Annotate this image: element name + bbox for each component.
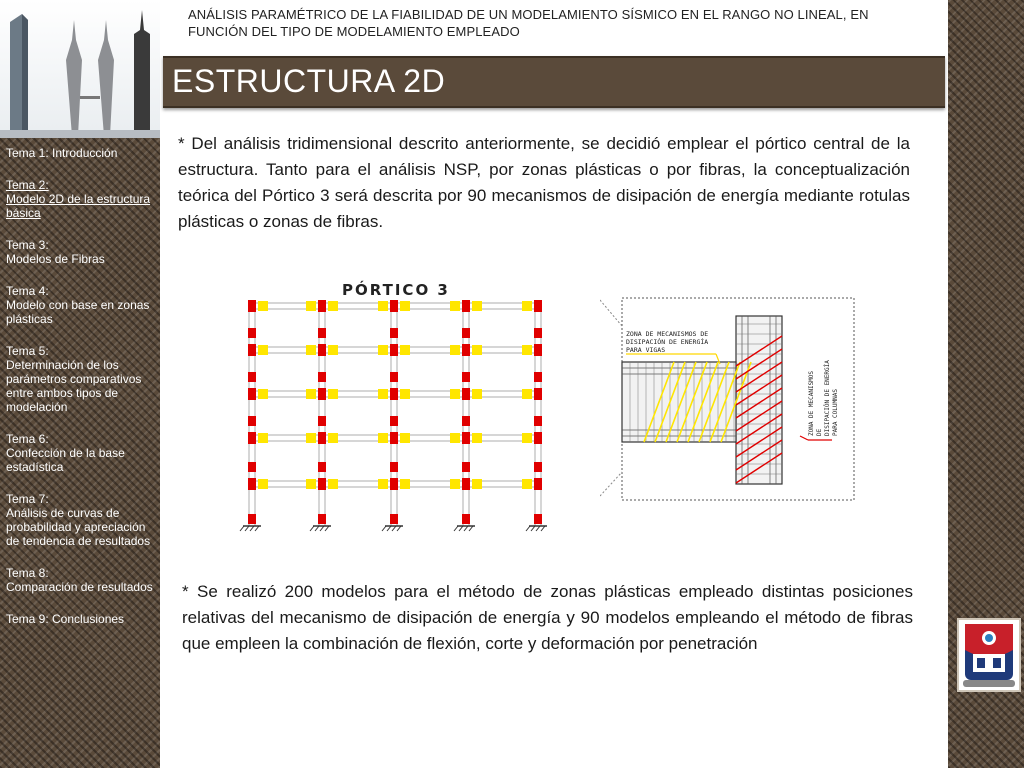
- beam-hinge-mark: [450, 301, 460, 311]
- column-hinge-mark: [534, 432, 542, 444]
- column-hinge-mark: [534, 388, 542, 400]
- beam-hinge-mark: [450, 389, 460, 399]
- nav-item-tema-9[interactable]: [6, 612, 156, 626]
- column-hinge-mark: [390, 372, 398, 382]
- column-hinge-mark: [248, 388, 256, 400]
- beam-hinge-mark: [472, 301, 482, 311]
- beam-hinge-mark: [378, 479, 388, 489]
- column-hinge-mark: [248, 478, 256, 490]
- column-hinge-mark: [534, 300, 542, 312]
- column-hinge-mark: [462, 416, 470, 426]
- base-support-hatch: [454, 526, 458, 531]
- nav-item-subtitle: Comparación de resultados: [6, 580, 153, 594]
- column-hinge-mark: [534, 462, 542, 472]
- column-hinge-mark: [248, 372, 256, 382]
- leader-line-top: [600, 300, 622, 326]
- column-hinge-mark: [390, 388, 398, 400]
- nav-item-title: Tema 9: Conclusiones: [6, 612, 125, 626]
- column-hinge-mark: [462, 344, 470, 356]
- skyline-image: [0, 0, 160, 138]
- beam-hinge-mark: [258, 389, 268, 399]
- column-hinge-mark: [318, 462, 326, 472]
- column-hinge-mark: [534, 328, 542, 338]
- column-zone-label-line-3: DISIPACIÓN DE ENERGÍA: [824, 360, 831, 436]
- nav-item-title: Tema 3:: [6, 238, 49, 252]
- beam-hinge-mark: [328, 433, 338, 443]
- column-hinge-mark: [462, 462, 470, 472]
- column-hinge-mark: [462, 300, 470, 312]
- base-hinge-mark: [248, 514, 256, 524]
- nav-item-title: Tema 2:: [6, 178, 49, 192]
- hinge-zone-detail-diagram: [600, 296, 856, 502]
- beam-hinge-mark: [258, 479, 268, 489]
- column-hinge-mark: [534, 416, 542, 426]
- beam-hinge-mark: [378, 433, 388, 443]
- column-hinge-mark: [534, 478, 542, 490]
- university-logo: [957, 618, 1021, 692]
- nav-item-tema-4[interactable]: [6, 284, 156, 326]
- frame-members: [240, 300, 547, 531]
- column-hinge-mark: [248, 344, 256, 356]
- slide-title: ESTRUCTURA 2D: [172, 63, 446, 99]
- beam-hinge-mark: [378, 389, 388, 399]
- column-hinge-mark: [390, 432, 398, 444]
- presentation-header: [188, 6, 928, 40]
- column-hinge-mark: [462, 388, 470, 400]
- column-zone-label-line-4: PARA COLUMNAS: [832, 389, 839, 436]
- beam-hinge-mark: [306, 433, 316, 443]
- beam-hinge-mark: [258, 433, 268, 443]
- column-zone-label-line-1: ZONA DE MECANISMOS: [808, 370, 815, 436]
- column-hinge-mark: [534, 344, 542, 356]
- beam-hinge-mark: [450, 479, 460, 489]
- base-support-hatch: [382, 526, 386, 531]
- beam-hinge-mark: [472, 433, 482, 443]
- column-hinge-mark: [248, 328, 256, 338]
- beam-hinge-mark: [328, 389, 338, 399]
- column-hinge-mark: [318, 344, 326, 356]
- beam-hinge-mark: [328, 301, 338, 311]
- beam-hinge-mark: [258, 345, 268, 355]
- column-hinge-mark: [318, 372, 326, 382]
- column-hinge-mark: [462, 372, 470, 382]
- nav-item-tema-8[interactable]: [6, 566, 156, 594]
- beam-hinge-mark: [472, 345, 482, 355]
- beam-hinge-mark: [378, 345, 388, 355]
- beam-hinge-mark: [522, 479, 532, 489]
- column-hinge-mark: [248, 462, 256, 472]
- topic-sidebar: [6, 146, 156, 644]
- paragraph-portico-description: * Del análisis tridimensional descrito anteriormente, se decidió emplear el pórtico central de la estructura. Tanto para el análisis NSP, por zonas plásticas o por fibras, la conceptualización teórica del Pórtico 3 será descrita por 90 mecanismos de disipación de energía mediante rotulas plásticas o zonas de fibras.: [178, 134, 910, 231]
- base-hinge-mark: [462, 514, 470, 524]
- paragraph-models-description: * Se realizó 200 modelos para el método de zonas plásticas empleado distintas posiciones relativas del mecanismo de disipación de energía y 90 modelos empleando el método de fibras que empleen la combinación de flexión, corte y deformación por penetración: [182, 582, 913, 653]
- nav-item-subtitle: Determinación de los parámetros comparativos entre ambos tipos de modelación: [6, 358, 142, 414]
- nav-item-tema-3[interactable]: [6, 238, 156, 266]
- column-hinge-mark: [318, 432, 326, 444]
- beam-hinge-mark: [522, 389, 532, 399]
- column-hinge-mark: [318, 416, 326, 426]
- beam-hinge-mark: [472, 389, 482, 399]
- nav-item-title: Tema 7:: [6, 492, 49, 506]
- column-hinge-mark: [318, 328, 326, 338]
- nav-item-tema-2[interactable]: [6, 178, 156, 220]
- column-hinge-mark: [248, 300, 256, 312]
- title-bar: [163, 56, 945, 108]
- beam-zone-label-line-2: DISIPACIÓN DE ENERGÍA: [626, 338, 709, 346]
- nav-item-subtitle: Análisis de curvas de probabilidad y apreciación de tendencia de resultados: [6, 506, 151, 548]
- column-hinge-mark: [534, 372, 542, 382]
- nav-item-title: Tema 4:: [6, 284, 49, 298]
- nav-item-tema-6[interactable]: [6, 432, 156, 474]
- beam-zone-label-line-1: ZONA DE MECANISMOS DE: [626, 330, 709, 338]
- base-hinge-mark: [390, 514, 398, 524]
- column-hinge-mark: [390, 462, 398, 472]
- column-hinge-mark: [248, 432, 256, 444]
- beam-hinge-mark: [378, 301, 388, 311]
- column-hinge-mark: [462, 478, 470, 490]
- beam-hinge-mark: [472, 479, 482, 489]
- beam-hinge-mark: [328, 479, 338, 489]
- base-support-hatch: [310, 526, 314, 531]
- column-hinge-mark: [318, 478, 326, 490]
- beam-hinge-mark: [306, 301, 316, 311]
- nav-item-tema-5[interactable]: [6, 344, 156, 414]
- base-support-hatch: [240, 526, 244, 531]
- beam-hinge-mark: [306, 389, 316, 399]
- column-hinge-mark: [390, 416, 398, 426]
- beam-hinge-mark: [400, 433, 410, 443]
- nav-item-subtitle: Modelos de Fibras: [6, 252, 105, 266]
- column-zone-label-line-2: DE: [816, 428, 823, 436]
- base-hinge-mark: [534, 514, 542, 524]
- beam-hinge-mark: [400, 479, 410, 489]
- nav-item-tema-1[interactable]: [6, 146, 156, 160]
- beam-hinge-mark: [450, 345, 460, 355]
- column-hinge-mark: [318, 300, 326, 312]
- base-support-hatch: [526, 526, 530, 531]
- column-hinge-mark: [390, 478, 398, 490]
- column-hinge-mark: [248, 416, 256, 426]
- column-hinge-mark: [462, 432, 470, 444]
- column-hinge-mark: [390, 328, 398, 338]
- beam-hinge-mark: [450, 433, 460, 443]
- nav-item-title: Tema 8:: [6, 566, 49, 580]
- beam-hinge-mark: [258, 301, 268, 311]
- column-hinge-mark: [462, 328, 470, 338]
- column-hinge-mark: [390, 344, 398, 356]
- nav-item-subtitle: Modelo 2D de la estructura básica: [6, 192, 151, 220]
- base-hinge-mark: [318, 514, 326, 524]
- beam-hinge-mark: [328, 345, 338, 355]
- beam-hinge-mark: [306, 345, 316, 355]
- beam-hinge-mark: [306, 479, 316, 489]
- column-hinge-mark: [318, 388, 326, 400]
- nav-item-subtitle: Confección de la base estadística: [6, 446, 125, 474]
- header-line-1: ANÁLISIS PARAMÉTRICO DE LA FIABILIDAD DE UN MODELAMIENTO SÍSMICO EN EL RANGO NO LINEAL, EN: [188, 7, 869, 22]
- column-hinge-mark: [390, 300, 398, 312]
- nav-item-title: Tema 6:: [6, 432, 49, 446]
- beam-hinge-mark: [400, 301, 410, 311]
- nav-item-title: Tema 5:: [6, 344, 49, 358]
- portico-3-frame-diagram: [232, 278, 562, 538]
- beam-hinge-mark: [522, 433, 532, 443]
- beam-zone-label-line-3: PARA VIGAS: [626, 346, 666, 354]
- beam-hinge-mark: [522, 345, 532, 355]
- nav-item-title: Tema 1: Introducción: [6, 146, 118, 160]
- header-line-2: FUNCIÓN DEL TIPO DE MODELAMIENTO EMPLEADO: [188, 24, 520, 39]
- nav-item-subtitle: Modelo con base en zonas plásticas: [6, 298, 150, 326]
- beam-hinge-mark: [400, 345, 410, 355]
- nav-item-tema-7[interactable]: [6, 492, 156, 548]
- beam-hinge-mark: [400, 389, 410, 399]
- portico-title: PÓRTICO 3: [342, 281, 450, 299]
- beam-hinge-mark: [522, 301, 532, 311]
- leader-line-bottom: [600, 472, 622, 496]
